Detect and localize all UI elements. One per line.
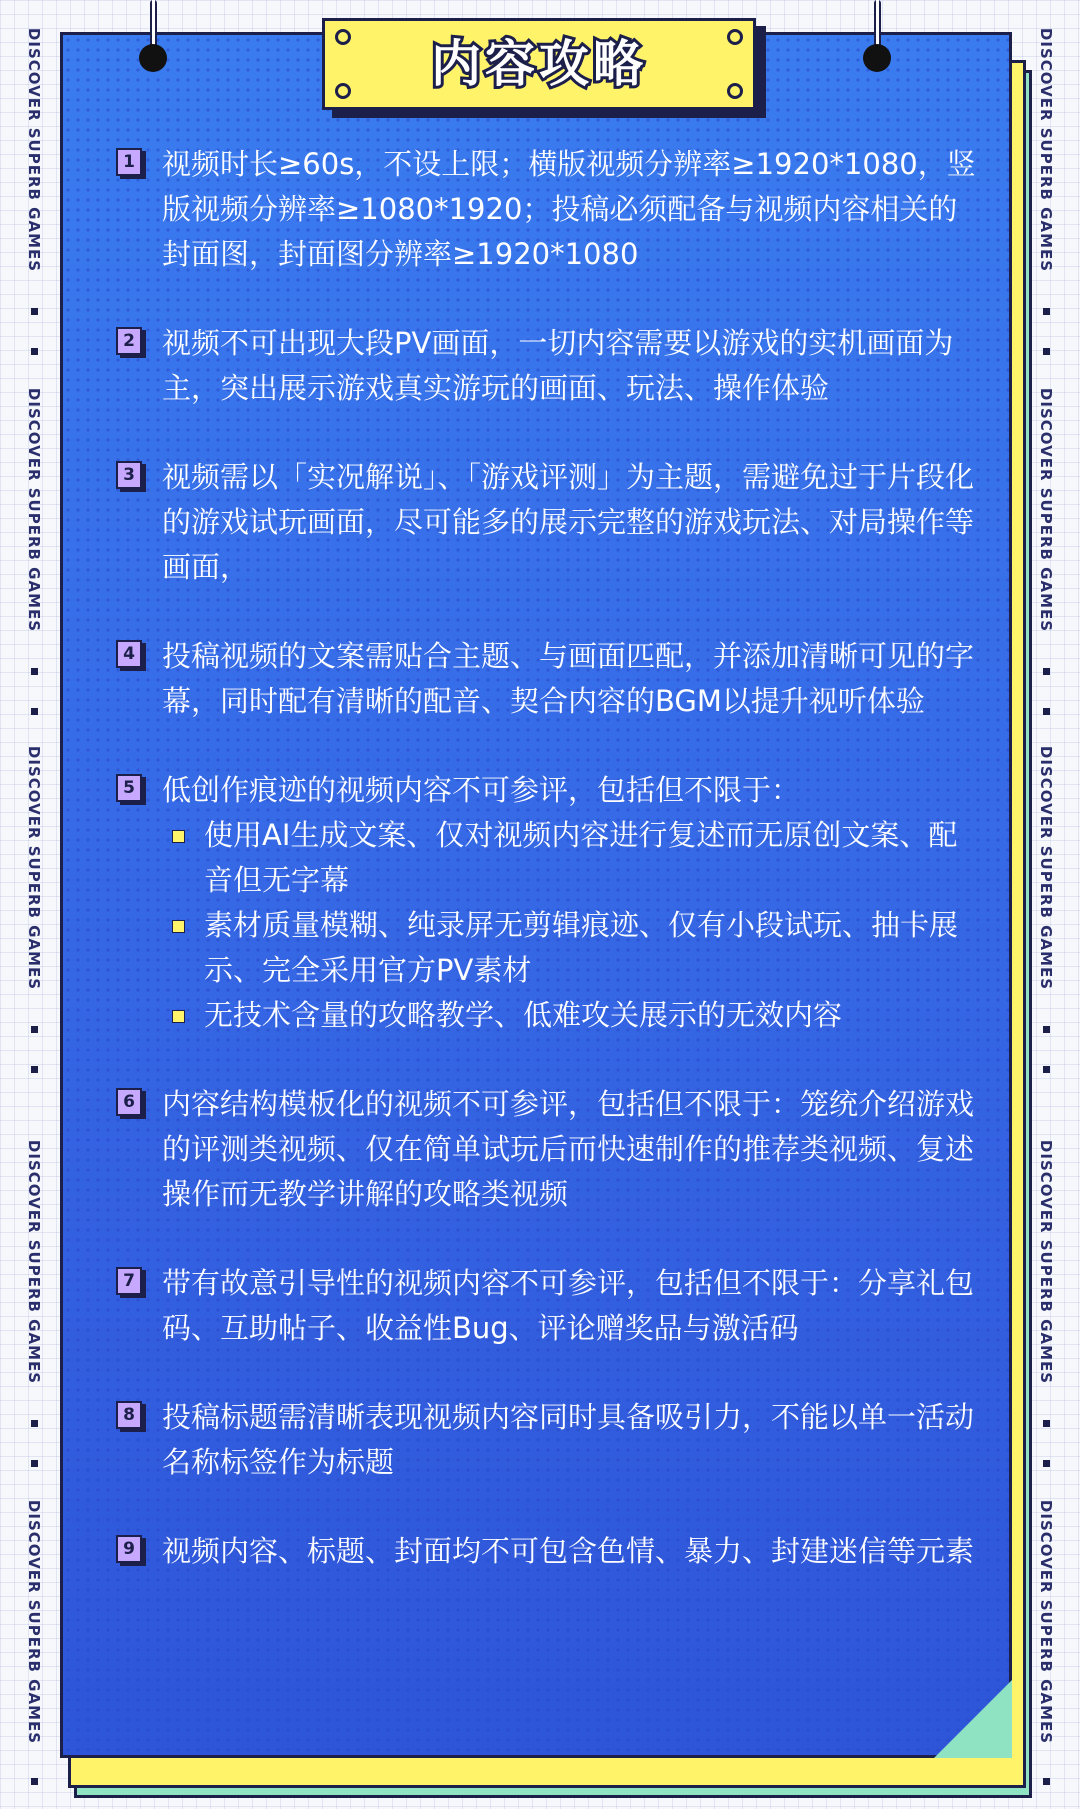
side-label: DISCOVER SUPERB GAMES [1037, 387, 1055, 633]
rule-text: 低创作痕迹的视频内容不可参评，包括但不限于： [162, 773, 801, 807]
page-fold-corner [934, 1680, 1012, 1758]
rule-text: 内容结构模板化的视频不可参评，包括但不限于：笼统介绍游戏的评测类视频、仅在简单试玩后而快速制作的推荐类视频、复述操作而无教学讲解的攻略类视频 [162, 1087, 975, 1211]
rule-text: 投稿标题需清晰表现视频内容同时具备吸引力，不能以单一活动名称标签作为标题 [162, 1400, 975, 1479]
rule-text: 投稿视频的文案需贴合主题、与画面匹配，并添加清晰可见的字幕，同时配有清晰的配音、契合内容的BGM以提升视听体验 [162, 639, 975, 718]
rule-text: 带有故意引导性的视频内容不可参评，包括但不限于：分享礼包码、互助帖子、收益性Bug、评论赠奖品与激活码 [162, 1266, 975, 1345]
square-dot-icon [1043, 1066, 1050, 1073]
rules-list [114, 142, 986, 1618]
rule-number-badge: 5 [116, 774, 142, 802]
rule-item [114, 768, 986, 1038]
rule-sub-text: 素材质量模糊、纯录屏无剪辑痕迹、仅有小段试玩、抽卡展示、完全采用官方PV素材 [204, 908, 959, 987]
square-dot-icon [1043, 308, 1050, 315]
rule-item [114, 455, 986, 590]
rule-number-badge: 2 [116, 327, 142, 355]
square-dot-icon [1043, 1778, 1050, 1785]
square-dot-icon [1043, 668, 1050, 675]
rule-number-badge: 4 [116, 640, 142, 668]
rule-text: 视频时长≥60s，不设上限；横版视频分辨率≥1920*1080，竖版视频分辨率≥1080*1920；投稿必须配备与视频内容相关的封面图，封面图分辨率≥1920*1080 [162, 147, 976, 271]
rule-item [114, 142, 986, 277]
page-title: 内容攻略 [431, 35, 647, 93]
yellow-square-bullet-icon [172, 1010, 185, 1023]
rule-number-badge: 8 [116, 1401, 142, 1429]
rule-item [114, 1261, 986, 1351]
left-hook-icon [138, 0, 168, 70]
rule-sub-list [162, 813, 986, 1038]
square-dot-icon [31, 308, 38, 315]
square-dot-icon [1043, 1460, 1050, 1467]
rule-text: 视频不可出现大段PV画面，一切内容需要以游戏的实机画面为主，突出展示游戏真实游玩的画面、玩法、操作体验 [162, 326, 954, 405]
right-side-strip [1026, 0, 1066, 1809]
square-dot-icon [1043, 348, 1050, 355]
rule-sub-item [162, 903, 986, 993]
rule-sub-text: 无技术含量的攻略教学、低难攻关展示的无效内容 [204, 998, 843, 1032]
square-dot-icon [31, 1066, 38, 1073]
rule-text: 视频需以「实况解说」、「游戏评测」为主题，需避免过于片段化的游戏试玩画面，尽可能多的展示完整的游戏玩法、对局操作等画面， [162, 460, 975, 584]
rule-item [114, 1529, 986, 1574]
square-dot-icon [31, 1026, 38, 1033]
square-dot-icon [31, 1420, 38, 1427]
side-label: DISCOVER SUPERB GAMES [25, 1499, 43, 1745]
yellow-square-bullet-icon [172, 920, 185, 933]
square-dot-icon [1043, 1026, 1050, 1033]
rule-sub-item [162, 813, 986, 903]
square-dot-icon [31, 1778, 38, 1785]
square-dot-icon [1043, 1420, 1050, 1427]
title-plate [322, 18, 756, 110]
rule-number-badge: 6 [116, 1088, 142, 1116]
side-label: DISCOVER SUPERB GAMES [25, 745, 43, 991]
rule-number-badge: 1 [116, 148, 142, 176]
side-label: DISCOVER SUPERB GAMES [25, 27, 43, 273]
rule-number-badge: 9 [116, 1535, 142, 1563]
rule-item [114, 321, 986, 411]
rule-number-badge: 7 [116, 1267, 142, 1295]
yellow-square-bullet-icon [172, 830, 185, 843]
square-dot-icon [31, 1460, 38, 1467]
rule-sub-item [162, 993, 986, 1038]
side-label: DISCOVER SUPERB GAMES [1037, 1499, 1055, 1745]
side-label: DISCOVER SUPERB GAMES [1037, 1139, 1055, 1385]
side-label: DISCOVER SUPERB GAMES [25, 1139, 43, 1385]
right-hook-icon [862, 0, 892, 70]
side-label: DISCOVER SUPERB GAMES [1037, 745, 1055, 991]
square-dot-icon [31, 348, 38, 355]
side-label: DISCOVER SUPERB GAMES [1037, 27, 1055, 273]
square-dot-icon [31, 668, 38, 675]
rule-item [114, 634, 986, 724]
rule-sub-text: 使用AI生成文案、仅对视频内容进行复述而无原创文案、配音但无字幕 [204, 818, 958, 897]
square-dot-icon [1043, 708, 1050, 715]
square-dot-icon [31, 708, 38, 715]
left-side-strip [14, 0, 54, 1809]
rule-text: 视频内容、标题、封面均不可包含色情、暴力、封建迷信等元素 [162, 1534, 975, 1568]
rule-item [114, 1395, 986, 1485]
rule-number-badge: 3 [116, 461, 142, 489]
side-label: DISCOVER SUPERB GAMES [25, 387, 43, 633]
rule-item [114, 1082, 986, 1217]
